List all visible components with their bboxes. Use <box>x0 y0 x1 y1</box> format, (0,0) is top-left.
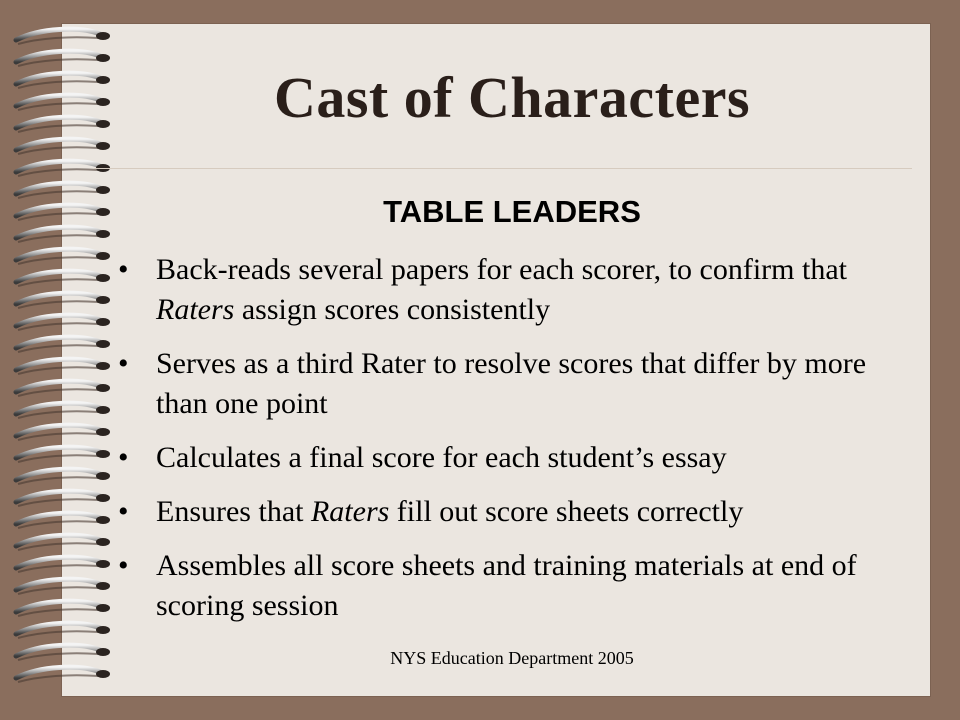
bullet-item <box>118 492 898 532</box>
bullet-text: assign scores consistently <box>234 293 551 326</box>
bullet-text: Calculates a final score for each student’s essay <box>156 441 727 474</box>
bullet-item <box>118 438 898 478</box>
bullet-text: fill out score sheets correctly <box>389 495 744 528</box>
bullet-text: Assembles all score sheets and training materials at end of scoring session <box>156 549 857 622</box>
bullet-item <box>118 250 898 330</box>
bullet-text: Serves as a third Rater to resolve scores that differ by more than one point <box>156 347 867 420</box>
bullet-text: Back-reads several papers for each scorer, to confirm that <box>156 253 847 286</box>
bullet-item <box>118 546 898 626</box>
bullet-icon: • <box>118 495 129 528</box>
bullet-icon: • <box>118 441 129 474</box>
bullet-icon: • <box>118 347 129 380</box>
bullet-item <box>118 344 898 424</box>
bullet-list <box>118 250 898 640</box>
title-divider <box>94 168 912 169</box>
bullet-emphasis: Raters <box>310 495 390 528</box>
bullet-icon: • <box>118 549 129 582</box>
slide-footer: NYS Education Department 2005 <box>390 648 634 668</box>
bullet-icon: • <box>118 253 129 286</box>
bullet-emphasis: Raters <box>156 293 235 326</box>
bullet-text: Ensures that <box>156 495 311 528</box>
slide-subtitle: TABLE LEADERS <box>383 194 641 229</box>
slide-title: Cast of Characters <box>273 65 751 130</box>
